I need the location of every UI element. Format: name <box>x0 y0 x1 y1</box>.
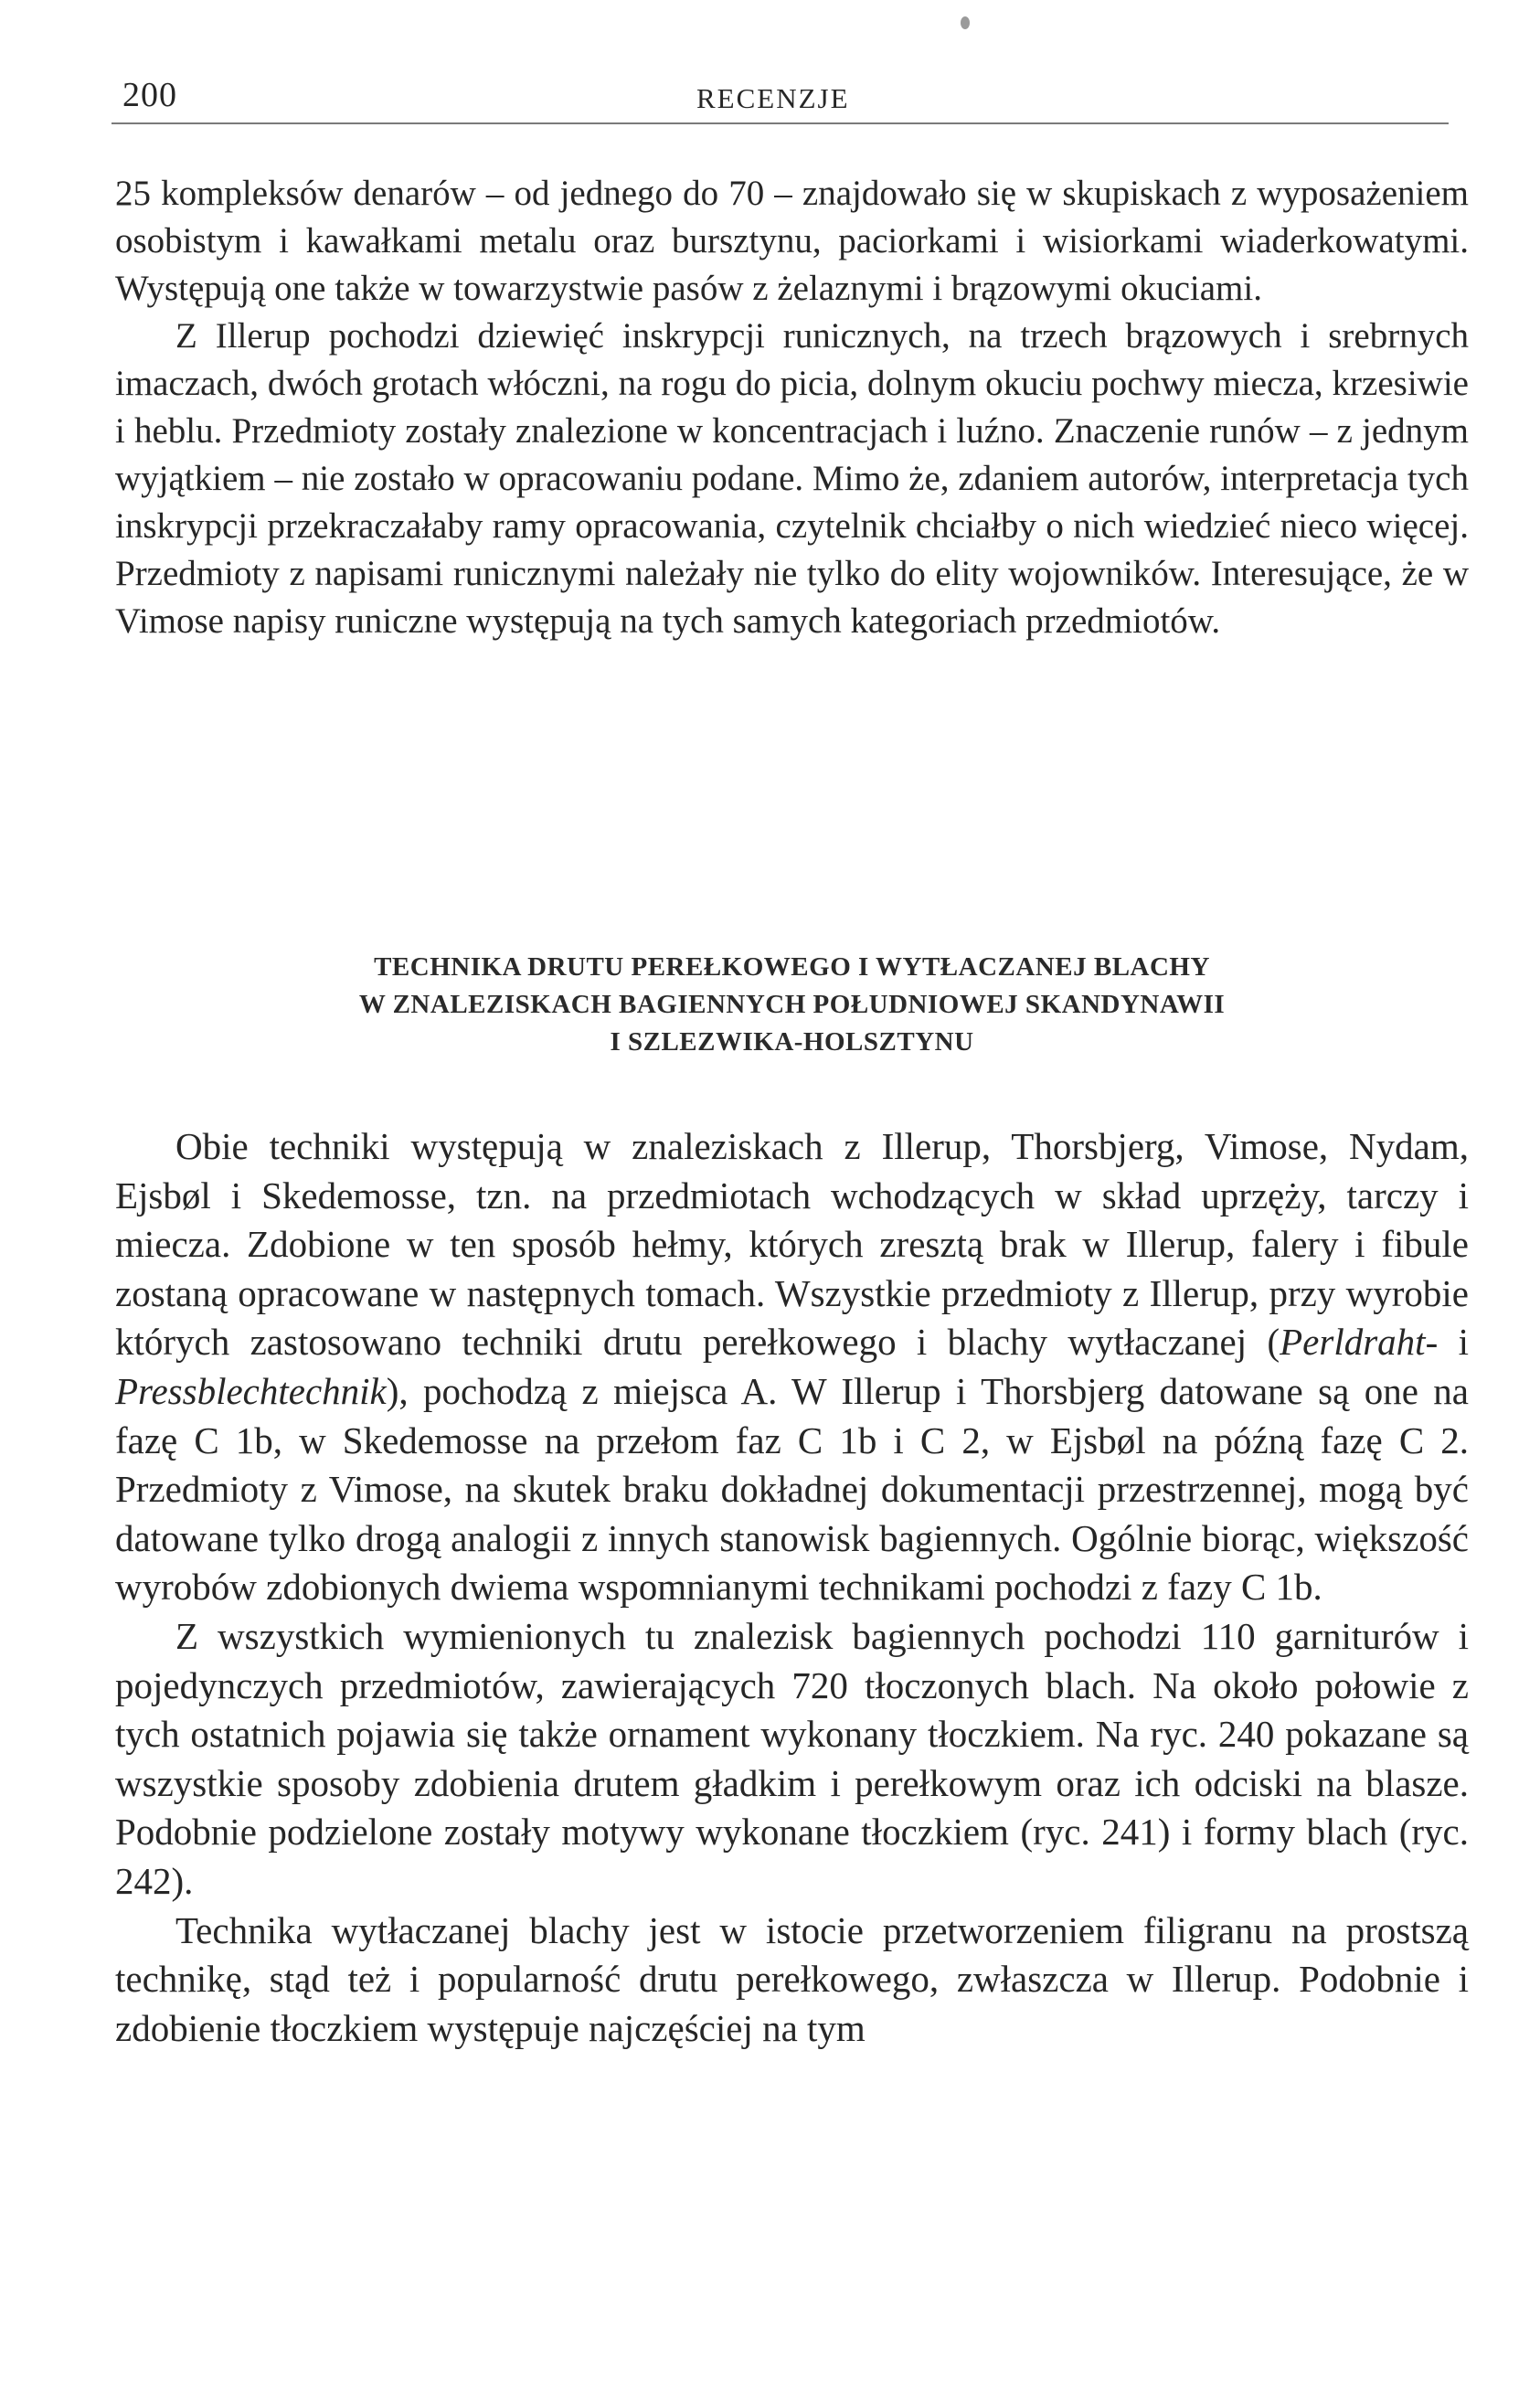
section-heading-line-1: TECHNIKA DRUTU PEREŁKOWEGO I WYTŁACZANEJ BLACHY <box>374 952 1210 982</box>
ink-spot <box>961 16 970 29</box>
term-perldraht: Perldraht- <box>1280 1321 1439 1364</box>
paragraph-denars: 25 kompleksów denarów – od jednego do 70 – znajdowało się w skupiskach z wyposażeniem osobistym i kawałkami metalu oraz bursztynu, paciorkami i wisiorkami wiaderkowatymi. Występują one także w towarzystwie pasów z żelaznymi i brązowymi okuciami. <box>115 174 1469 308</box>
paragraph-stamped-sheets: Z wszystkich wymienionych tu znalezisk bagiennych pochodzi 110 garniturów i pojedynczych przedmiotów, zawierających 720 tłoczonych blach. Na około połowie z tych ostatnich pojawia się także ornament wykonany tłoczkiem. Na ryc. 240 pokazane są wszystkie sposoby zdobienia drutem gładkim i perełkowym oraz ich odciski na blasze. Podobnie podzielone zostały motywy wykonane tłoczkiem (ryc. 241) i formy blach (ryc. 242). <box>115 1614 1469 1902</box>
paragraph-techniques-intro <box>115 1122 1469 1612</box>
paragraph-techniques-text-b: i <box>1438 1321 1469 1364</box>
header-rule <box>112 122 1449 124</box>
section-runic-inscriptions <box>115 170 1469 645</box>
running-head <box>112 71 1449 126</box>
section-heading <box>115 949 1469 1061</box>
paragraph-techniques-text-c: ), pochodzą z miejsca A. W Illerup i Thorsbjerg datowane są one na fazę C 1b, w Skedemosse na przełom faz C 1b i C 2, w Ejsbøl na późną fazę C 2. Przedmioty z Vimose, na skutek braku dokładnej dokumentacji przestrzennej, mogą być datowane tylko drogą analogii z innych stanowisk bagiennych. Ogólnie biorąc, większość wyrobów zdobionych dwiema wspomnianymi technikami pochodzi z fazy C 1b. <box>115 1369 1469 1609</box>
page-number: 200 <box>122 76 177 114</box>
running-title: RECENZJE <box>696 82 850 114</box>
paragraph-runic-inscriptions: Z Illerup pochodzi dziewięć inskrypcji runicznych, na trzech brązowych i srebrnych imaczach, dwóch grotach włóczni, na rogu do picia, dolnym okuciu pochwy miecza, krzesiwie i heblu. Przedmioty zostały znalezione w koncentracjach i luźno. Znaczenie runów – z jednym wyjątkiem – nie zostało w opracowaniu podane. Mimo że, zdaniem autorów, interpretacja tych inskrypcji przekraczałaby ramy opracowania, czytelnik chciałby o nich wiedzieć nieco więcej. Przedmioty z napisami runicznymi należały nie tylko do elity wojowników. Interesujące, że w Vimose napisy runiczne występują na tych samych kategoriach przedmiotów. <box>115 316 1469 641</box>
section-techniques <box>115 1122 1469 2053</box>
term-pressblechtechnik: Pressblechtechnik <box>115 1369 387 1412</box>
section-heading-line-3: I SZLEZWIKA-HOLSZTYNU <box>610 1027 974 1057</box>
paragraph-pressed-sheet-technique: Technika wytłaczanej blachy jest w istocie przetworzeniem filigranu na prostszą technikę, stąd też i popularność drutu perełkowego, zwłaszcza w Illerup. Podobnie i zdobienie tłoczkiem występuje najczęściej na tym <box>115 1908 1469 2049</box>
paragraph-techniques-text-a: Obie techniki występują w znaleziskach z Illerup, Thorsbjerg, Vimose, Nydam, Ejsbøl i Skedemosse, tzn. na przedmiotach wchodzących w skład uprzęży, tarczy i miecza. Zdobione w ten sposób hełmy, których zresztą brak w Illerup, falery i fibule zostaną opracowane w następnych tomach. Wszystkie przedmioty z Illerup, przy wyrobie których zastosowano techniki drutu perełkowego i blachy wytłaczanej ( <box>115 1125 1469 1364</box>
section-heading-line-2: W ZNALEZISKACH BAGIENNYCH POŁUDNIOWEJ SKANDYNAWII <box>358 990 1226 1019</box>
